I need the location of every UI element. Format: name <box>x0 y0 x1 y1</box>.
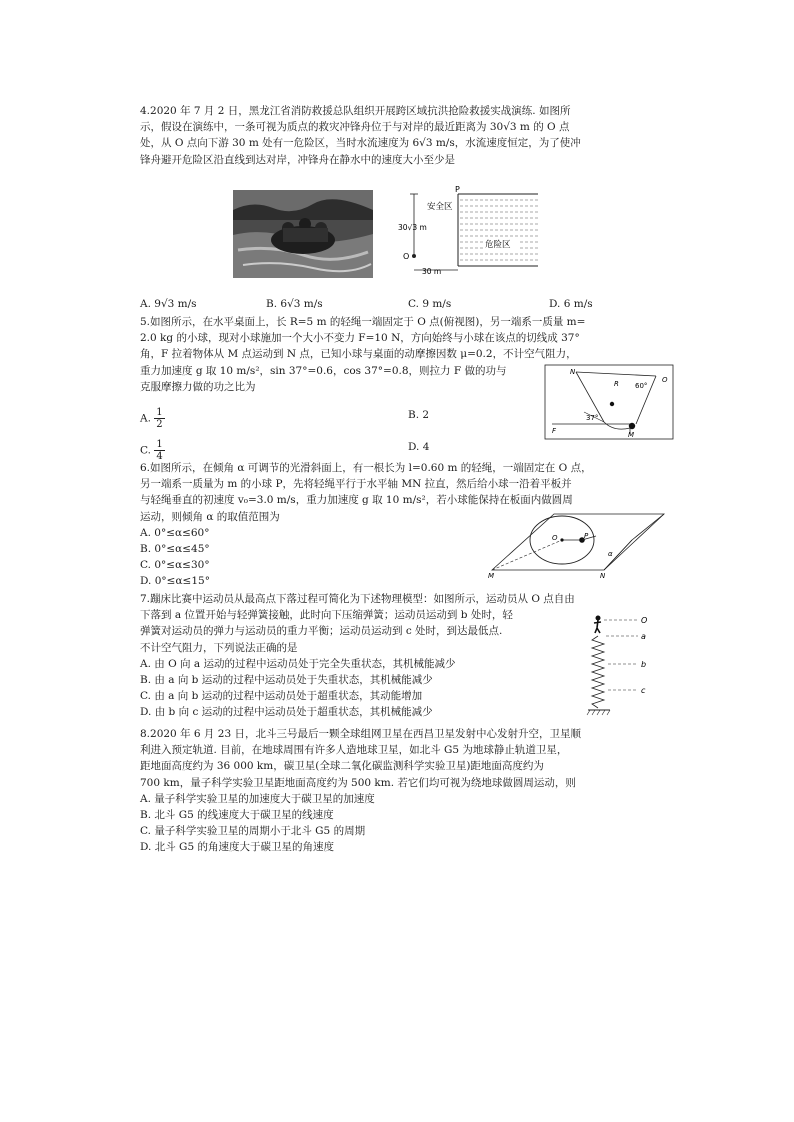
numerator: 1 <box>156 439 163 450</box>
option-d[interactable]: D. 由 b 向 c 运动的过程中运动员处于超重状态，其机械能减少 <box>140 706 433 719</box>
incline-circle-diagram <box>484 510 674 580</box>
river-diagram <box>398 186 548 280</box>
question-6-line: 运动，则倾角 α 的取值范围为 <box>140 510 280 523</box>
label-a: a <box>641 632 646 641</box>
option-d[interactable]: D. 6 m/s <box>549 298 593 310</box>
label-m: M <box>628 431 635 439</box>
label-c: c <box>641 686 646 695</box>
option-c[interactable]: C. 由 a 向 b 运动的过程中运动员处于超重状态，其动能增加 <box>140 690 423 703</box>
label-p: P <box>455 186 460 194</box>
question-5-options <box>140 401 540 461</box>
label-o: O <box>662 376 668 384</box>
label-n: N <box>570 368 576 376</box>
fraction <box>154 407 164 430</box>
question-4-line: 示，假设在演练中，一条可视为质点的救灾冲锋舟位于与对岸的最近距离为 30√3 m 的 O 点 <box>140 121 570 134</box>
rope-ball-diagram <box>544 364 674 440</box>
question-4-line: 锋舟避开危险区沿直线到达对岸，冲锋舟在静水中的速度大小至少是 <box>140 153 455 166</box>
question-6-line: 与轻绳垂直的初速度 v₀=3.0 m/s，重力加速度 g 取 10 m/s²，若小球能保持在板面内做圆周 <box>140 494 573 507</box>
denominator: 2 <box>156 419 163 430</box>
question-6-line: 6.如图所示，在倾角 α 可调节的光滑斜面上，有一根长为 l=0.60 m 的轻绳，一端固定在 O 点， <box>140 462 592 474</box>
label-o: O <box>552 534 558 542</box>
question-8-line: 利进入预定轨道. 目前，在地球周围有许多人造地球卫星，如北斗 G5 为地球静止轨道卫星， <box>140 744 568 757</box>
question-4 <box>140 103 660 168</box>
option-d[interactable]: D. 0°≤α≤15° <box>140 575 210 588</box>
option-b[interactable]: B. 北斗 G5 的线速度大于碳卫星的线速度 <box>140 809 334 822</box>
question-7-line: 7.蹦床比赛中运动员从最高点下落过程可简化为下述物理模型：如图所示，运动员从 O 点自由 <box>140 593 575 605</box>
option-a-prefix: A. <box>140 412 151 425</box>
option-c[interactable] <box>140 439 165 462</box>
question-5-line: 2.0 kg 的小球，现对小球施加一个大小不变力 F=10 N，方向始终与小球在该点的切线成 37° <box>140 332 580 345</box>
option-c[interactable]: C. 量子科学实验卫星的周期小于北斗 G5 的周期 <box>140 825 366 838</box>
question-8-line: 8.2020 年 6 月 23 日，北斗三号最后一颗全球组网卫星在西昌卫星发射中心发射升空，卫星顺 <box>140 728 581 740</box>
label-n: N <box>600 572 606 580</box>
question-4-options <box>140 296 660 312</box>
question-7-line: 不计空气阻力，下列说法正确的是 <box>140 641 298 654</box>
question-7 <box>140 591 660 721</box>
question-4-line: 4.2020 年 7 月 2 日，黑龙江省消防救援总队组织开展跨区域抗洪抢险救援实战演练. 如图所 <box>140 105 571 117</box>
question-5-line: 角，F 拉着物体从 M 点运动到 N 点，已知小球与桌面的动摩擦因数 μ=0.2，不计空气阻力， <box>140 348 577 361</box>
label-r: R <box>614 380 619 388</box>
label-f: F <box>552 427 557 435</box>
denominator: 4 <box>156 451 163 462</box>
label-m: M <box>488 572 495 580</box>
label-o: O <box>403 252 410 261</box>
numerator: 1 <box>156 407 163 418</box>
label-downstream: 30 m <box>422 267 442 276</box>
question-7-line: 弹簧对运动员的弹力与运动员的重力平衡；运动员运动到 c 处时，到达最低点. <box>140 625 503 638</box>
option-c-prefix: C. <box>140 444 151 457</box>
option-a[interactable]: A. 9√3 m/s <box>140 298 197 310</box>
option-b[interactable]: B. 6√3 m/s <box>266 298 323 310</box>
option-a[interactable]: A. 由 O 向 a 运动的过程中运动员处于完全失重状态，其机械能减少 <box>140 657 456 670</box>
label-60: 60° <box>635 382 648 390</box>
label-distance: 30√3 m <box>398 223 427 232</box>
question-8-line: 700 km，量子科学实验卫星距地面高度约为 500 km. 若它们均可视为绕地球做圆周运动，则 <box>140 776 576 789</box>
option-d[interactable]: D. 北斗 G5 的角速度大于碳卫星的角速度 <box>140 841 334 854</box>
option-d[interactable]: D. 4 <box>408 441 430 453</box>
label-safe-zone: 安全区 <box>427 202 453 212</box>
option-c[interactable]: C. 9 m/s <box>408 298 452 310</box>
option-b[interactable]: B. 2 <box>408 409 430 421</box>
option-c[interactable]: C. 0°≤α≤30° <box>140 559 210 572</box>
question-6-line: 另一端系一质量为 m 的小球 P，先将轻绳平行于水平轴 MN 拉直，然后给小球一沿着平板并 <box>140 478 572 491</box>
question-5-line: 克服摩擦力做的功之比为 <box>140 380 256 393</box>
question-5-line: 重力加速度 g 取 10 m/s²，sin 37°=0.6，cos 37°=0.8，则拉力 F 做的功与 <box>140 364 507 377</box>
question-7-line: 下落到 a 位置开始与轻弹簧接触，此时向下压缩弹簧；运动员运动到 b 处时，轻 <box>140 609 513 622</box>
question-5-line: 5.如图所示，在水平桌面上，长 R=5 m 的轻绳一端固定于 O 点(俯视图)，另一端系一质量 m= <box>140 316 586 328</box>
athlete-icon <box>594 616 601 634</box>
label-danger-zone: 危险区 <box>485 240 511 250</box>
label-alpha: α <box>608 550 613 558</box>
option-b[interactable]: B. 由 a 向 b 运动的过程中运动员处于失重状态，其机械能减少 <box>140 674 433 687</box>
question-8 <box>140 726 660 856</box>
label-37: 37° <box>586 414 599 422</box>
fraction <box>154 439 164 462</box>
question-8-line: 距地面高度约为 36 000 km，碳卫星(全球二氧化碳监测科学实验卫星)距地面高度约为 <box>140 760 544 773</box>
rescue-boat-photo-image <box>233 190 373 278</box>
label-o: O <box>641 616 648 625</box>
option-b[interactable]: B. 0°≤α≤45° <box>140 543 210 556</box>
label-b: b <box>641 660 647 669</box>
question-4-line: 处，从 O 点向下游 30 m 处有一危险区，当时水流速度为 6√3 m/s，水流速度恒定，为了使冲 <box>140 137 581 150</box>
rescue-boat-photo <box>233 190 373 278</box>
option-a[interactable]: A. 0°≤α≤60° <box>140 526 210 539</box>
spring-diagram <box>586 612 656 722</box>
label-p: P <box>584 532 589 540</box>
option-a[interactable] <box>140 407 165 430</box>
option-a[interactable]: A. 量子科学实验卫星的加速度大于碳卫星的加速度 <box>140 792 375 805</box>
